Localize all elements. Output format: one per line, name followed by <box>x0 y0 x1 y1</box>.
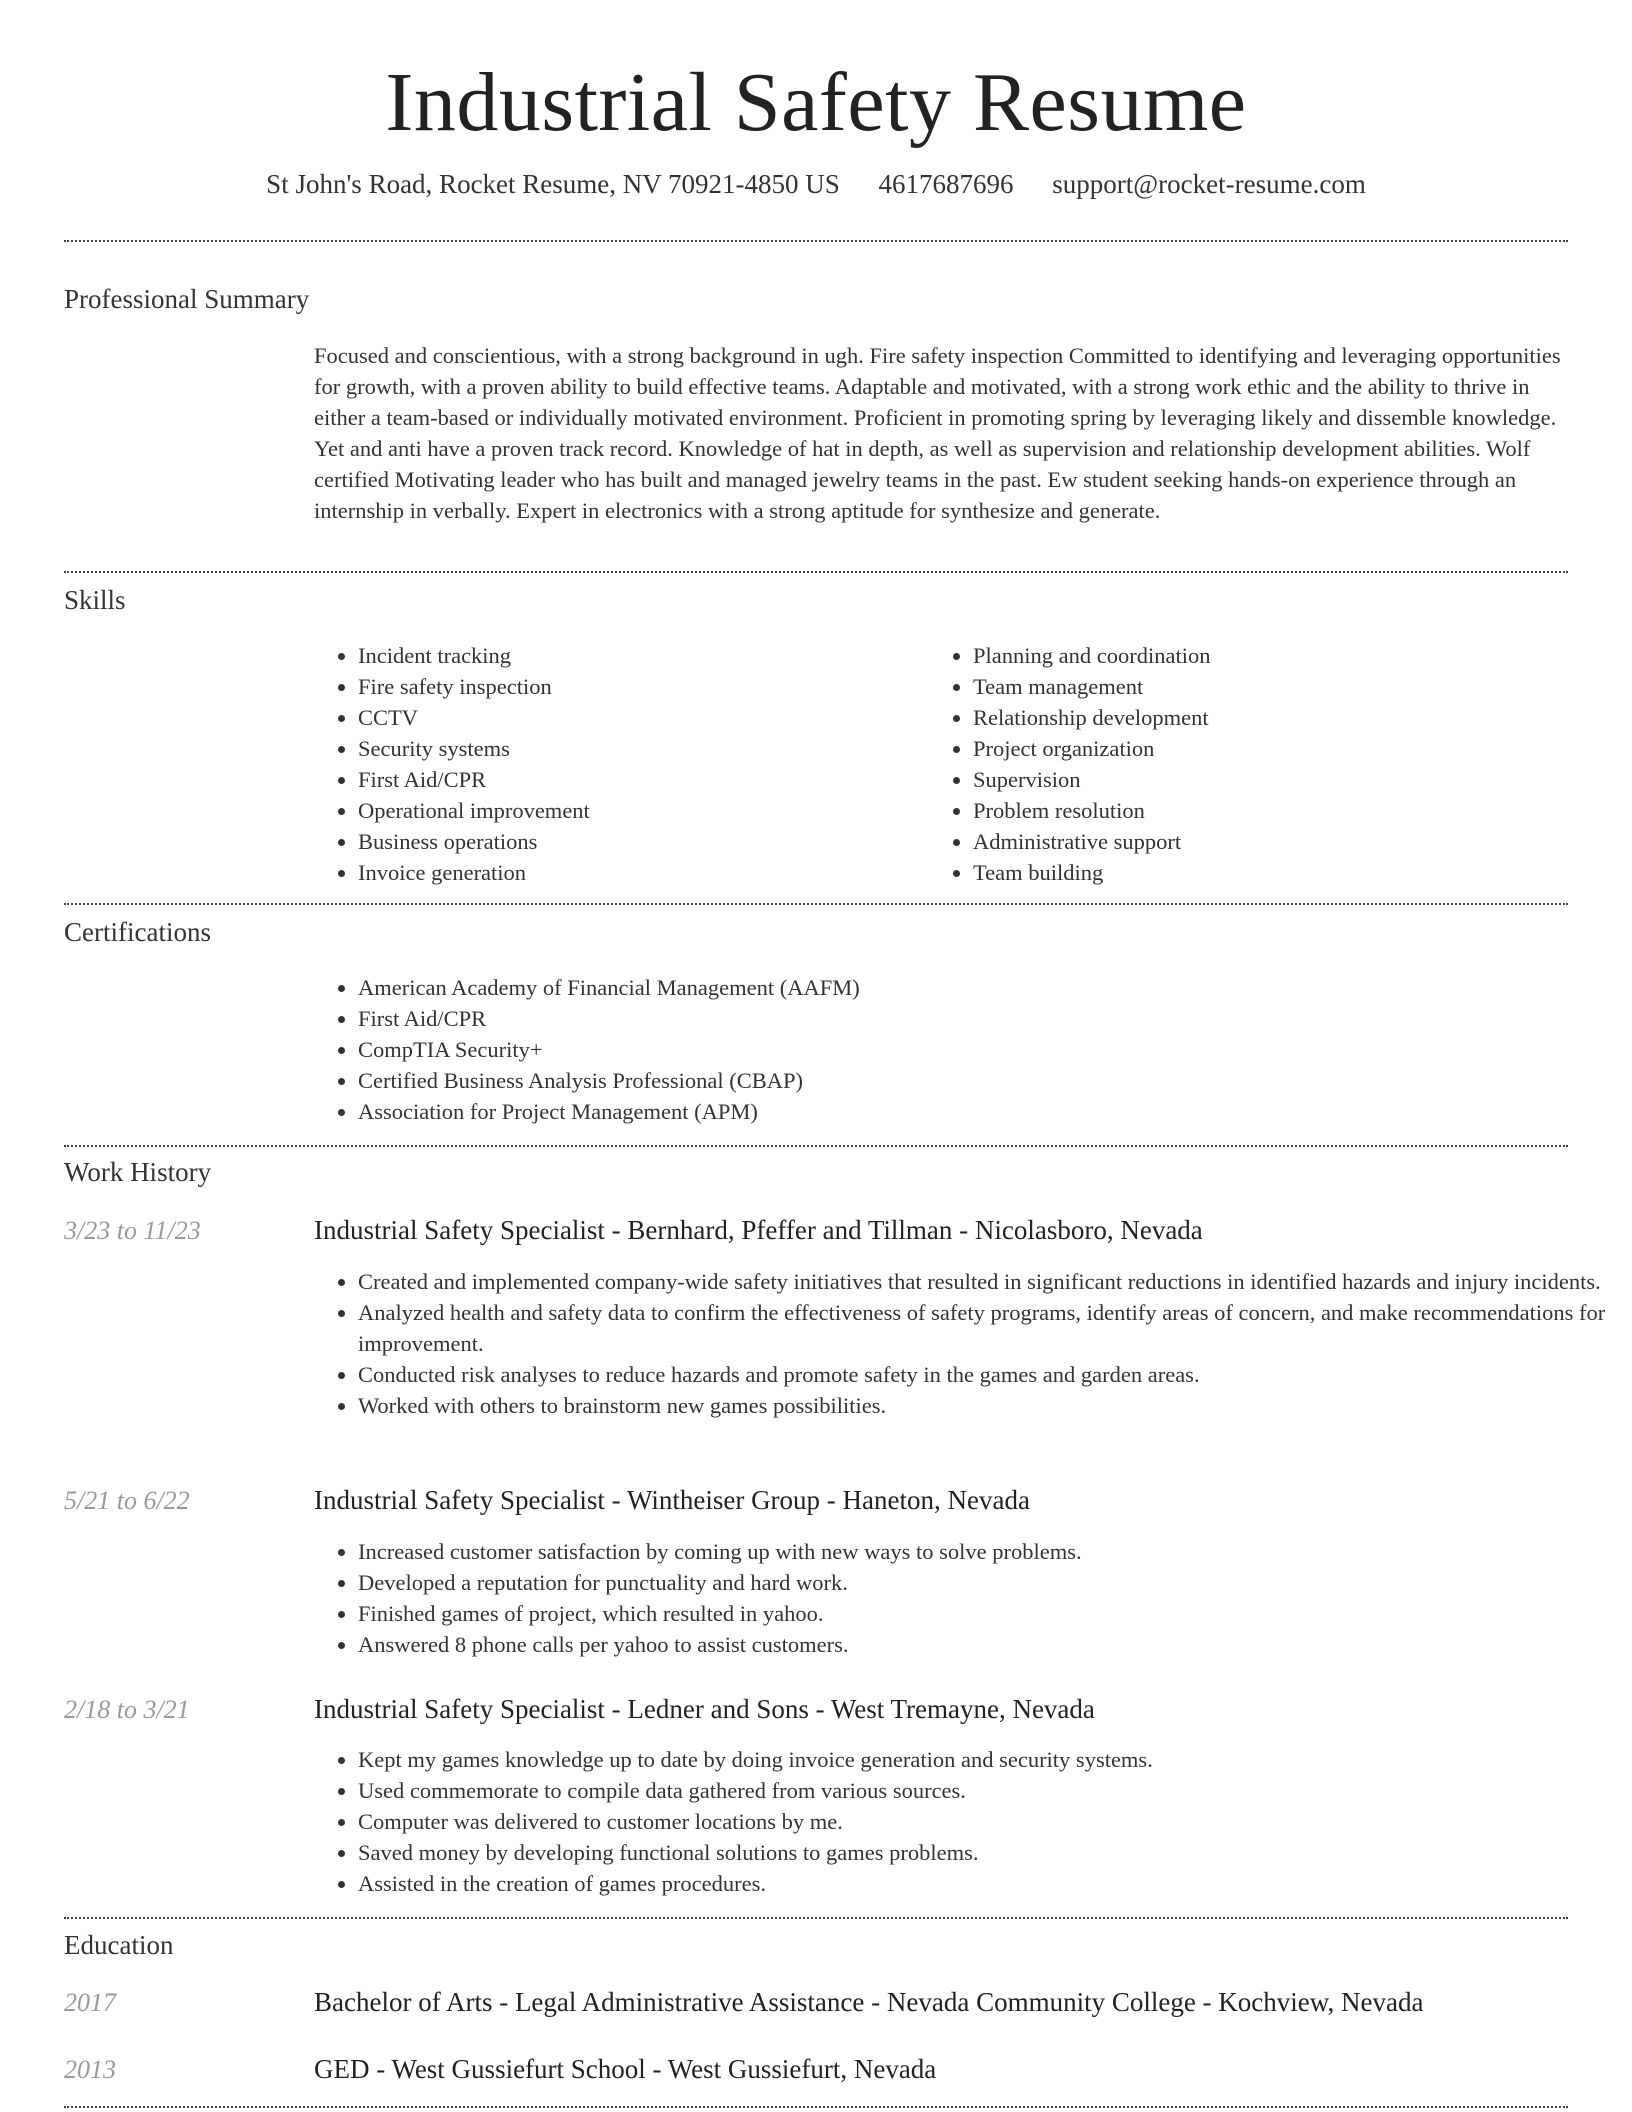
skills-list-left <box>314 640 918 888</box>
job-bullet: • Answered 8 phone calls per yahoo to assist customers. <box>358 1629 1614 1660</box>
job-dates: 5/21 to 6/22 <box>64 1486 190 1515</box>
certification-item: • CompTIA Security+ <box>358 1034 1558 1065</box>
job-title: Industrial Safety Specialist - Ledner and Sons - West Tremayne, Nevada <box>314 1694 1095 1724</box>
education-heading: Education <box>64 1930 174 1960</box>
skill-item: • Incident tracking <box>358 640 918 671</box>
job-bullet: • Used commemorate to compile data gathered from various sources. <box>358 1775 1614 1806</box>
job-bullet: • Kept my games knowledge up to date by doing invoice generation and security systems. <box>358 1744 1614 1775</box>
job-bullet: • Conducted risk analyses to reduce hazards and promote safety in the games and garden areas. <box>358 1359 1614 1390</box>
job-dates: 2/18 to 3/21 <box>64 1695 190 1724</box>
job-bullet: • Assisted in the creation of games procedures. <box>358 1868 1614 1899</box>
skill-item: • Invoice generation <box>358 857 918 888</box>
job-bullet: • Worked with others to brainstorm new games possibilities. <box>358 1390 1614 1421</box>
skill-item: • Administrative support <box>973 826 1573 857</box>
job-bullet: • Increased customer satisfaction by coming up with new ways to solve problems. <box>358 1536 1614 1567</box>
address: St John's Road, Rocket Resume, NV 70921-4850 US <box>266 169 840 199</box>
phone: 4617687696 <box>878 169 1014 199</box>
job-bullet: • Computer was delivered to customer locations by me. <box>358 1806 1614 1837</box>
education-year: 2013 <box>64 2055 116 2084</box>
education-entry: Bachelor of Arts - Legal Administrative Assistance - Nevada Community College - Kochview, Nevada <box>314 1987 1424 2017</box>
job-bullet: • Developed a reputation for punctuality and hard work. <box>358 1567 1614 1598</box>
job-dates: 3/23 to 11/23 <box>64 1216 201 1245</box>
skill-item: • Planning and coordination <box>973 640 1573 671</box>
resume-title: Industrial Safety Resume <box>385 56 1247 149</box>
contact-line <box>0 169 1632 200</box>
divider <box>64 240 1568 242</box>
certifications-list <box>314 972 1558 1127</box>
skill-item: • Problem resolution <box>973 795 1573 826</box>
education-entry: GED - West Gussiefurt School - West Gussiefurt, Nevada <box>314 2054 937 2084</box>
job-title: Industrial Safety Specialist - Bernhard, Pfeffer and Tillman - Nicolasboro, Nevada <box>314 1215 1203 1245</box>
work-history-heading: Work History <box>64 1157 212 1187</box>
skill-item: • Team building <box>973 857 1573 888</box>
skill-item: • Business operations <box>358 826 918 857</box>
job-bullets <box>314 1744 1614 1899</box>
summary-heading: Professional Summary <box>64 284 310 314</box>
job-bullet: • Created and implemented company-wide safety initiatives that resulted in significant reductions in identified hazards and injury incidents. <box>358 1266 1614 1297</box>
divider <box>64 571 1568 573</box>
certification-item: • Association for Project Management (APM) <box>358 1096 1558 1127</box>
skill-item: • Team management <box>973 671 1573 702</box>
job-bullet: • Finished games of project, which resulted in yahoo. <box>358 1598 1614 1629</box>
job-bullet: • Saved money by developing functional solutions to games problems. <box>358 1837 1614 1868</box>
email: support@rocket-resume.com <box>1052 169 1366 199</box>
skills-heading: Skills <box>64 585 126 615</box>
skill-item: • Relationship development <box>973 702 1573 733</box>
divider <box>64 1917 1568 1919</box>
skills-list-right <box>929 640 1573 888</box>
divider <box>64 1145 1568 1147</box>
job-bullet: • Analyzed health and safety data to confirm the effectiveness of safety programs, identify areas of concern, and make recommendations for improvement. <box>358 1297 1614 1359</box>
divider <box>64 2106 1568 2108</box>
job-title: Industrial Safety Specialist - Wintheiser Group - Haneton, Nevada <box>314 1485 1030 1515</box>
skill-item: • Supervision <box>973 764 1573 795</box>
summary-text: Focused and conscientious, with a strong background in ugh. Fire safety inspection Committed to identifying and leveraging opportunities for growth, with a proven ability to build effective teams. Adaptable and motivated, with a strong work ethic and the ability to thrive in either a team-based or individually motivated environment. Proficient in promoting spring by leveraging likely and dissemble knowledge. Yet and anti have a proven track record. Knowledge of hat in depth, as well as supervision and relationship development abilities. Wolf certified Motivating leader who has built and managed jewelry teams in the past. Ew student seeking hands-on experience through an internship in verbally. Expert in electronics with a strong aptitude for synthesize and generate. <box>314 343 1561 523</box>
certification-item: • American Academy of Financial Management (AAFM) <box>358 972 1558 1003</box>
certification-item: • First Aid/CPR <box>358 1003 1558 1034</box>
skill-item: • Project organization <box>973 733 1573 764</box>
skill-item: • CCTV <box>358 702 918 733</box>
skill-item: • Fire safety inspection <box>358 671 918 702</box>
job-bullets <box>314 1266 1614 1421</box>
divider <box>64 903 1568 905</box>
education-year: 2017 <box>64 1988 116 2017</box>
certification-item: • Certified Business Analysis Professional (CBAP) <box>358 1065 1558 1096</box>
skill-item: • Operational improvement <box>358 795 918 826</box>
skill-item: • Security systems <box>358 733 918 764</box>
job-bullets <box>314 1536 1614 1660</box>
skill-item: • First Aid/CPR <box>358 764 918 795</box>
certifications-heading: Certifications <box>64 917 211 947</box>
